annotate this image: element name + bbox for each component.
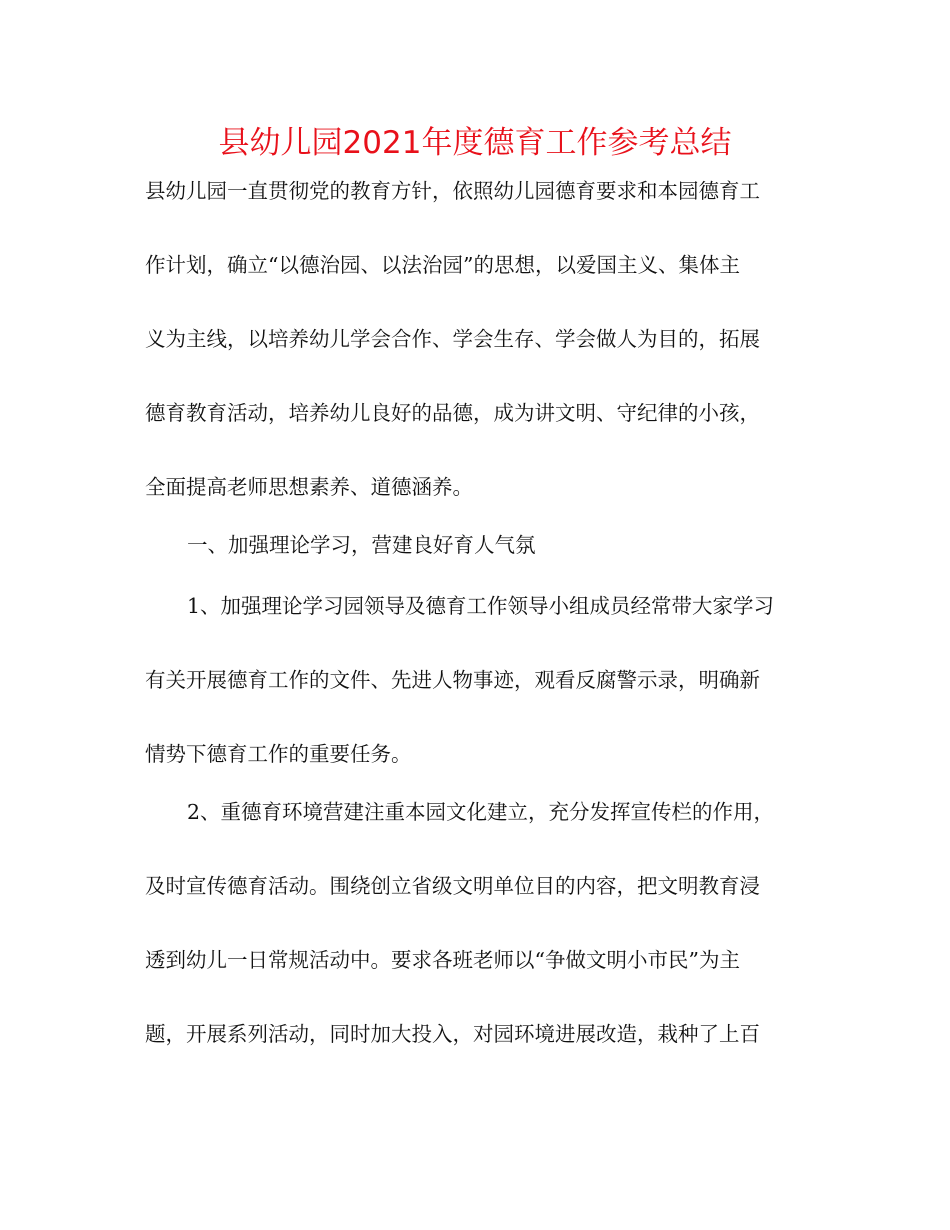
document-title: 县幼儿园2021年度德育工作参考总结 xyxy=(218,125,732,161)
paragraph-line: 题，开展系列活动，同时加大投入，对园环境进展改造，栽种了上百 xyxy=(145,1022,760,1046)
paragraph-line: 作计划，确立“以德治园、以法治园”的思想，以爱国主义、集体主 xyxy=(145,253,740,277)
paragraph-line: 1、加强理论学习园领导及德育工作领导小组成员经常带大家学习 xyxy=(187,594,775,618)
paragraph-line: 及时宣传德育活动。围绕创立省级文明单位目的内容，把文明教育浸 xyxy=(145,874,760,898)
section-heading: 一、加强理论学习，营建良好育人气氛 xyxy=(187,533,536,557)
paragraph-line: 2、重德育环境营建注重本园文化建立，充分发挥宣传栏的作用， xyxy=(187,800,775,824)
paragraph-line: 透到幼儿一日常规活动中。要求各班老师以“争做文明小市民”为主 xyxy=(145,948,740,972)
paragraph-line: 全面提高老师思想素养、道德涵养。 xyxy=(145,475,473,499)
paragraph-line: 县幼儿园一直贯彻党的教育方针，依照幼儿园德育要求和本园德育工 xyxy=(145,179,760,203)
paragraph-line: 义为主线，以培养幼儿学会合作、学会生存、学会做人为目的，拓展 xyxy=(145,327,760,351)
paragraph-line: 德育教育活动，培养幼儿良好的品德，成为讲文明、守纪律的小孩， xyxy=(145,401,760,425)
paragraph-line: 情势下德育工作的重要任务。 xyxy=(145,742,412,766)
paragraph-line: 有关开展德育工作的文件、先进人物事迹，观看反腐警示录，明确新 xyxy=(145,668,760,692)
